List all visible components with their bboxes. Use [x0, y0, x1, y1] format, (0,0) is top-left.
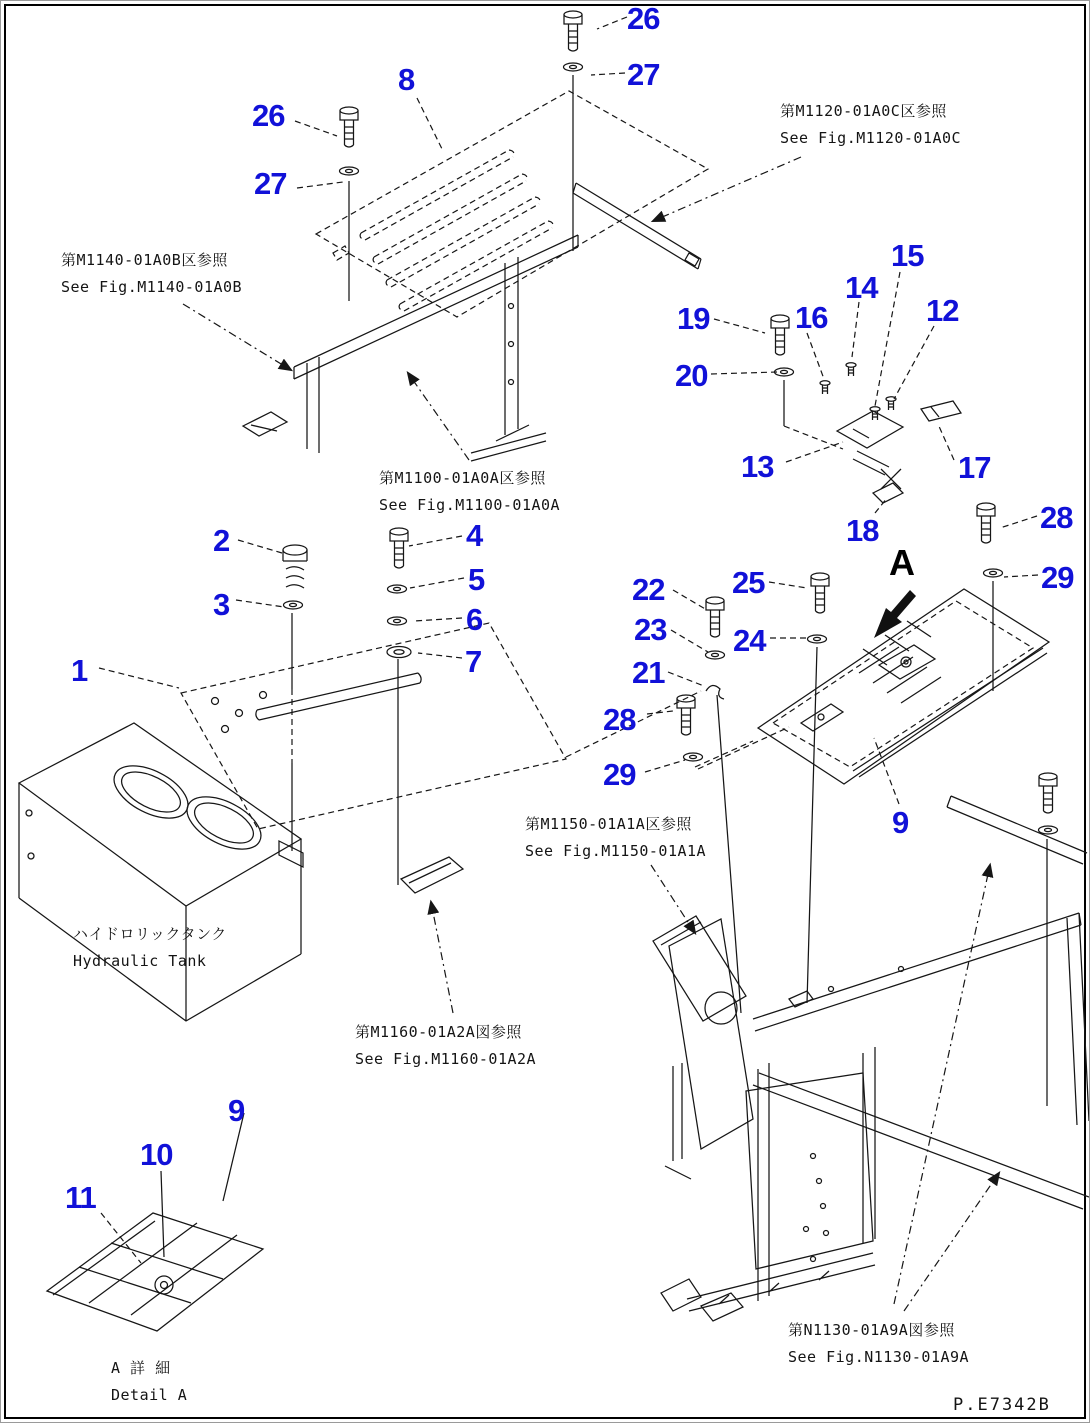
clip-21	[706, 685, 724, 699]
drawing-number: P.E7342B	[953, 1395, 1051, 1415]
callout-28-right: 28	[1040, 500, 1073, 535]
callout-25: 25	[732, 565, 765, 600]
callout-15: 15	[891, 238, 924, 273]
bolt-4	[390, 528, 408, 568]
ref-fig-m1150-en: See Fig.M1150-01A1A	[525, 842, 707, 860]
callout-17: 17	[958, 450, 991, 485]
callout-3: 3	[213, 587, 230, 622]
callout-4: 4	[466, 518, 483, 553]
ref-fig-m1160-en: See Fig.M1160-01A2A	[355, 1050, 537, 1068]
callout-11-detail: 11	[65, 1180, 96, 1215]
callout-9-detail: 9	[228, 1093, 245, 1128]
washer-24	[808, 635, 827, 643]
washer-29-right	[984, 569, 1003, 577]
ref-fig-n1130-jp: 第N1130-01A9A図参照	[788, 1321, 955, 1339]
washer-3	[284, 601, 303, 609]
hydraulic-tank-caption-en: Hydraulic Tank	[73, 952, 207, 970]
hydraulic-tank-drawing	[19, 723, 463, 1021]
ref-fig-m1140-jp: 第M1140-01A0B区参照	[61, 251, 228, 269]
detail-a-caption	[111, 1355, 187, 1409]
part1-cover-plate	[181, 623, 566, 829]
ref-fig-m1100	[379, 465, 560, 519]
ref-fig-m1160-jp: 第M1160-01A2A図参照	[355, 1023, 522, 1041]
callout-2: 2	[213, 523, 230, 558]
callout-29-right: 29	[1041, 560, 1074, 595]
callout-27-top-left: 27	[254, 166, 287, 201]
part9-align-lines	[566, 691, 789, 769]
bolt-2	[283, 545, 307, 588]
ref-fig-m1150-jp: 第M1150-01A1A区参照	[525, 815, 692, 833]
callout-leader-lines	[99, 17, 1038, 1263]
ref-fig-m1120	[780, 98, 961, 152]
bolt-28-left	[677, 695, 695, 735]
detail-a-plate	[47, 1213, 263, 1331]
bolt-25	[811, 573, 829, 613]
callout-26-top-right: 26	[627, 1, 660, 36]
washer-6	[388, 617, 407, 625]
callout-7: 7	[465, 644, 482, 679]
callout-6: 6	[466, 602, 483, 637]
bolt-28-lower	[1039, 773, 1057, 813]
washer-29-lower	[1039, 826, 1058, 834]
ref-fig-n1130-en: See Fig.N1130-01A9A	[788, 1348, 970, 1366]
lower-frame-structure	[653, 913, 1089, 1321]
ref-fig-m1150	[525, 811, 706, 865]
washer-23	[706, 651, 725, 659]
callout-13: 13	[741, 449, 774, 484]
washer-5	[388, 585, 407, 593]
callout-12: 12	[926, 293, 959, 328]
callout-24: 24	[733, 623, 766, 658]
washer-27-left	[340, 167, 359, 175]
callout-10-detail: 10	[140, 1137, 173, 1172]
ref-fig-m1120-jp: 第M1120-01A0C区参照	[780, 102, 947, 120]
ref-fig-n1130	[788, 1317, 969, 1371]
bolt-26-right	[564, 11, 582, 51]
diagram-line-art	[1, 1, 1090, 1423]
bolt-26-left	[340, 107, 358, 147]
bracket-cluster-12-20	[771, 315, 961, 503]
upper-right-bracket	[573, 183, 701, 269]
hydraulic-tank-caption	[73, 921, 227, 975]
callout-5: 5	[468, 562, 485, 597]
detail-a-caption-jp: A 詳 細	[111, 1359, 171, 1377]
callout-14: 14	[845, 270, 878, 305]
ref-fig-m1140-en: See Fig.M1140-01A0B	[61, 278, 243, 296]
section-a-arrow	[874, 590, 916, 638]
callout-8: 8	[398, 62, 415, 97]
washer-29-left	[684, 753, 703, 761]
callout-26-top-left: 26	[252, 98, 285, 133]
grommet-7	[387, 647, 411, 658]
callout-23: 23	[634, 612, 667, 647]
detail-a-caption-en: Detail A	[111, 1386, 188, 1404]
ref-fig-m1100-jp: 第M1100-01A0A区参照	[379, 469, 546, 487]
hydraulic-tank-caption-jp: ハイドロリックタンク	[73, 925, 227, 943]
callout-21: 21	[632, 655, 665, 690]
reference-arrows	[183, 157, 999, 1311]
right-lower-rail	[947, 796, 1087, 864]
bolt-28-right	[977, 503, 995, 543]
top-bolt-axes	[349, 75, 573, 301]
callout-27-top-right: 27	[627, 57, 660, 92]
callout-19: 19	[677, 301, 710, 336]
bolt-22	[706, 597, 724, 637]
ref-fig-m1140	[61, 247, 242, 301]
callout-29-left: 29	[603, 757, 636, 792]
center-support-frame	[243, 235, 578, 461]
callout-9-plate: 9	[892, 805, 909, 840]
callout-18: 18	[846, 513, 879, 548]
ref-fig-m1100-en: See Fig.M1100-01A0A	[379, 496, 561, 514]
washer-27-right	[564, 63, 583, 71]
ref-fig-m1160	[355, 1019, 536, 1073]
callout-16: 16	[795, 300, 828, 335]
section-a-marker: A	[889, 542, 915, 583]
callout-20: 20	[675, 358, 708, 393]
ref-fig-m1120-en: See Fig.M1120-01A0C	[780, 129, 962, 147]
part9-cover-plate	[758, 589, 1049, 784]
callout-22: 22	[632, 572, 665, 607]
callout-28-left: 28	[603, 702, 636, 737]
part8-cover-plate	[316, 91, 708, 317]
callout-1: 1	[71, 653, 88, 688]
